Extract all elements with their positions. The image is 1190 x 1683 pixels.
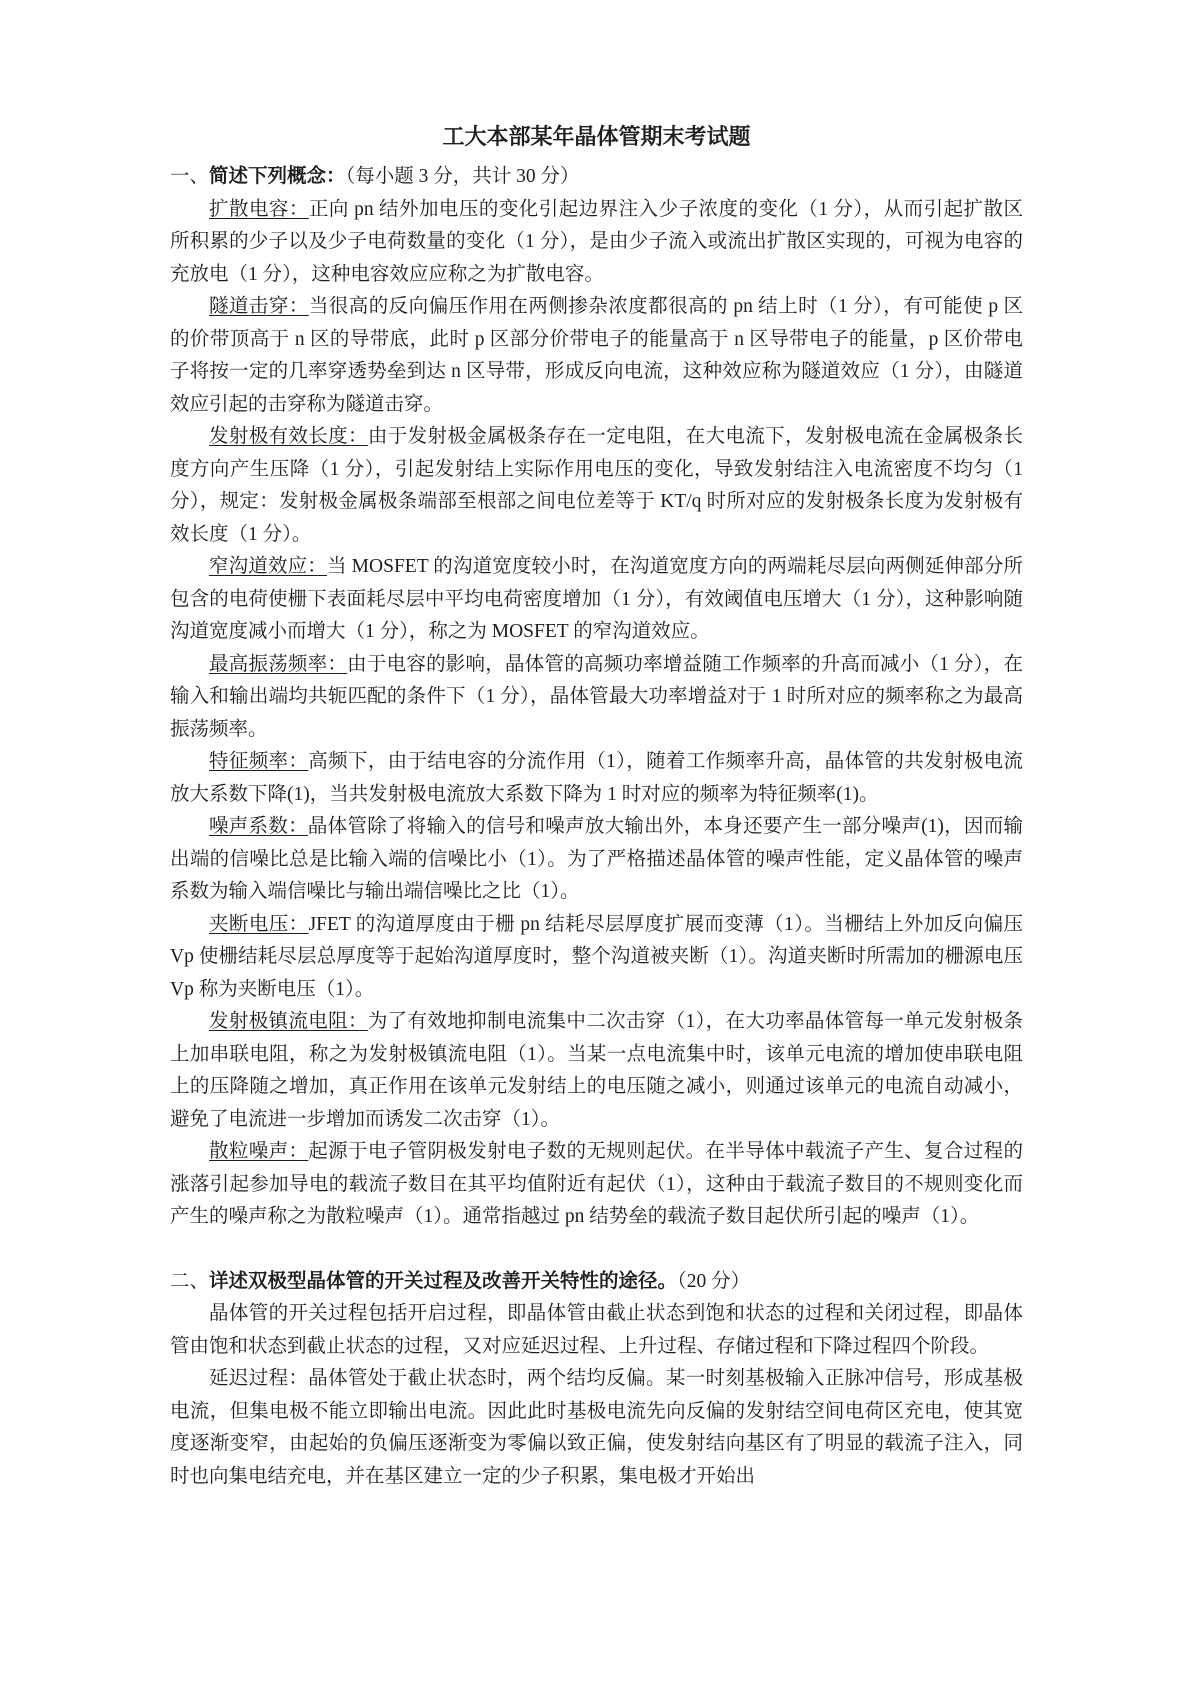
term-characteristic-frequency: 特征频率： [209, 751, 309, 772]
term-max-oscillation-frequency: 最高振荡频率： [209, 653, 348, 675]
term-diffusion-capacitance: 扩散电容： [209, 198, 309, 220]
term-emitter-effective-length: 发射极有效长度： [209, 426, 368, 447]
section-1-number: 一、 [170, 166, 210, 187]
section-2-title: 详述双极型晶体管的开关过程及改善开关特性的途径。 [209, 1270, 678, 1292]
section-1-heading [170, 161, 1023, 194]
paragraph-tunnel-breakdown [170, 291, 1023, 421]
section-2-number: 二、 [170, 1270, 210, 1292]
paragraph-delay-process [170, 1363, 1023, 1493]
paragraph-text: 晶体管除了将输入的信号和噪声放大输出外，本身还要产生一部分噪声(1)，因而输出端的信噪比总是比输入端的信噪比小（1）。为了严格描述晶体管的噪声性能，定义晶体管的噪声系数为输入端信噪比与输出端信噪比之比（1）。 [170, 816, 1023, 902]
paragraph-text: 晶体管的开关过程包括开启过程，即晶体管由截止状态到饱和状态的过程和关闭过程，即晶体管由饱和状态到截止状态的过程，又对应延迟过程、上升过程、存储过程和下降过程四个阶段。 [170, 1303, 1023, 1357]
paragraph-text: 延迟过程：晶体管处于截止状态时，两个结均反偏。某一时刻基极输入正脉冲信号，形成基极电流，但集电极不能立即输出电流。因此此时基极电流先向反偏的发射结空间电荷区充电，使其宽度逐渐变窄，由起始的负偏压逐渐变为零偏以致正偏，使发射结向基区有了明显的载流子注入，同时也向集电结充电，并在基区建立一定的少子积累，集电极才开始出 [170, 1368, 1023, 1487]
paragraph-pinch-off-voltage [170, 909, 1023, 1007]
paragraph-text: 高频下，由于结电容的分流作用（1），随着工作频率升高，晶体管的共发射极电流放大系数下降(1)，当共发射极电流放大系数下降为 1 时对应的频率为特征频率(1)。 [170, 751, 1023, 805]
section-1-note: （每小题 3 分，共计 30 分） [345, 166, 580, 187]
paragraph-text: 为了有效地抑制电流集中二次击穿（1），在大功率晶体管每一单元发射极条上加串联电阻，称之为发射极镇流电阻（1）。当某一点电流集中时，该单元电流的增加使串联电阻上的压降随之增加，真正作用在该单元发射结上的电压随之减小，则通过该单元的电流自动减小，避免了电流进一步增加而诱发二次击穿（1）。 [170, 1011, 1023, 1130]
section-2-heading [170, 1266, 1023, 1299]
paragraph-text: 正向 pn 结外加电压的变化引起边界注入少子浓度的变化（1 分），从而引起扩散区所积累的少子以及少子电荷数量的变化（1 分），是由少子流入或流出扩散区实现的，可视为电容的充放电（1 分），这种电容效应应称之为扩散电容。 [170, 198, 1023, 285]
paragraph-noise-figure [170, 811, 1023, 909]
paragraph-text: 当 MOSFET 的沟道宽度较小时，在沟道宽度方向的两端耗尽层向两侧延伸部分所包含的电荷使栅下表面耗尽层中平均电荷密度增加（1 分），有效阈值电压增大（1 分），这种影响随沟道宽度减小而增大（1 分），称之为 MOSFET 的窄沟道效应。 [170, 556, 1023, 642]
term-noise-figure: 噪声系数： [209, 816, 308, 837]
paragraph-shot-noise [170, 1136, 1023, 1234]
paragraph-switching-overview [170, 1298, 1023, 1363]
page-title: 工大本部某年晶体管期末考试题 [442, 124, 751, 149]
paragraph-max-oscillation-frequency [170, 649, 1023, 747]
term-tunnel-breakdown: 隧道击穿： [209, 296, 309, 317]
term-pinch-off-voltage: 夹断电压： [209, 913, 309, 935]
document-content [170, 120, 1023, 1493]
term-shot-noise: 散粒噪声： [209, 1141, 309, 1162]
paragraph-emitter-effective-length [170, 421, 1023, 551]
section-1-title: 简述下列概念： [209, 166, 346, 187]
paragraph-text: 当很高的反向偏压作用在两侧掺杂浓度都很高的 pn 结上时（1 分），有可能使 p 区的价带顶高于 n 区的导带底，此时 p 区部分价带电子的能量高于 n 区导带电子的能量，p 区价带电子将按一定的几率穿透势垒到达 n 区导带，形成反向电流，这种效应称为隧道效应（1 分），由隧道效应引起的击穿称为隧道击穿。 [170, 296, 1023, 415]
term-emitter-ballast-resistor: 发射极镇流电阻： [209, 1011, 368, 1032]
paragraph-text: 起源于电子管阴极发射电子数的无规则起伏。在半导体中载流子产生、复合过程的涨落引起参加导电的载流子数目在其平均值附近有起伏（1），这种由于载流子数目的不规则变化而产生的噪声称之为散粒噪声（1）。通常指越过 pn 结势垒的载流子数目起伏所引起的噪声（1）。 [170, 1141, 1023, 1227]
paragraph-text: 由于发射极金属极条存在一定电阻，在大电流下，发射极电流在金属极条长度方向产生压降（1 分），引起发射结上实际作用电压的变化，导致发射结注入电流密度不均匀（1 分），规定：发射极金属极条端部至根部之间电位差等于 KT/q 时所对应的发射极条长度为发射极有效长度（1 分）。 [170, 426, 1023, 545]
paragraph-characteristic-frequency [170, 746, 1023, 811]
term-narrow-channel-effect: 窄沟道效应： [209, 556, 327, 577]
paragraph-narrow-channel-effect [170, 551, 1023, 649]
section-2-note: （20 分） [677, 1270, 751, 1292]
paragraph-text: JFET 的沟道厚度由于栅 pn 结耗尽层厚度扩展而变薄（1）。当栅结上外加反向偏压 Vp 使栅结耗尽层总厚度等于起始沟道厚度时，整个沟道被夹断（1）。沟道夹断时所需加的栅源电压 Vp 称为夹断电压（1）。 [170, 913, 1023, 1000]
paragraph-text: 由于电容的影响，晶体管的高频功率增益随工作频率的升高而减小（1 分），在输入和输出端均共轭匹配的条件下（1 分），晶体管最大功率增益对于 1 时所对应的频率称之为最高振荡频率。 [170, 653, 1023, 740]
paragraph-diffusion-capacitance [170, 194, 1023, 292]
paragraph-emitter-ballast-resistor [170, 1006, 1023, 1136]
